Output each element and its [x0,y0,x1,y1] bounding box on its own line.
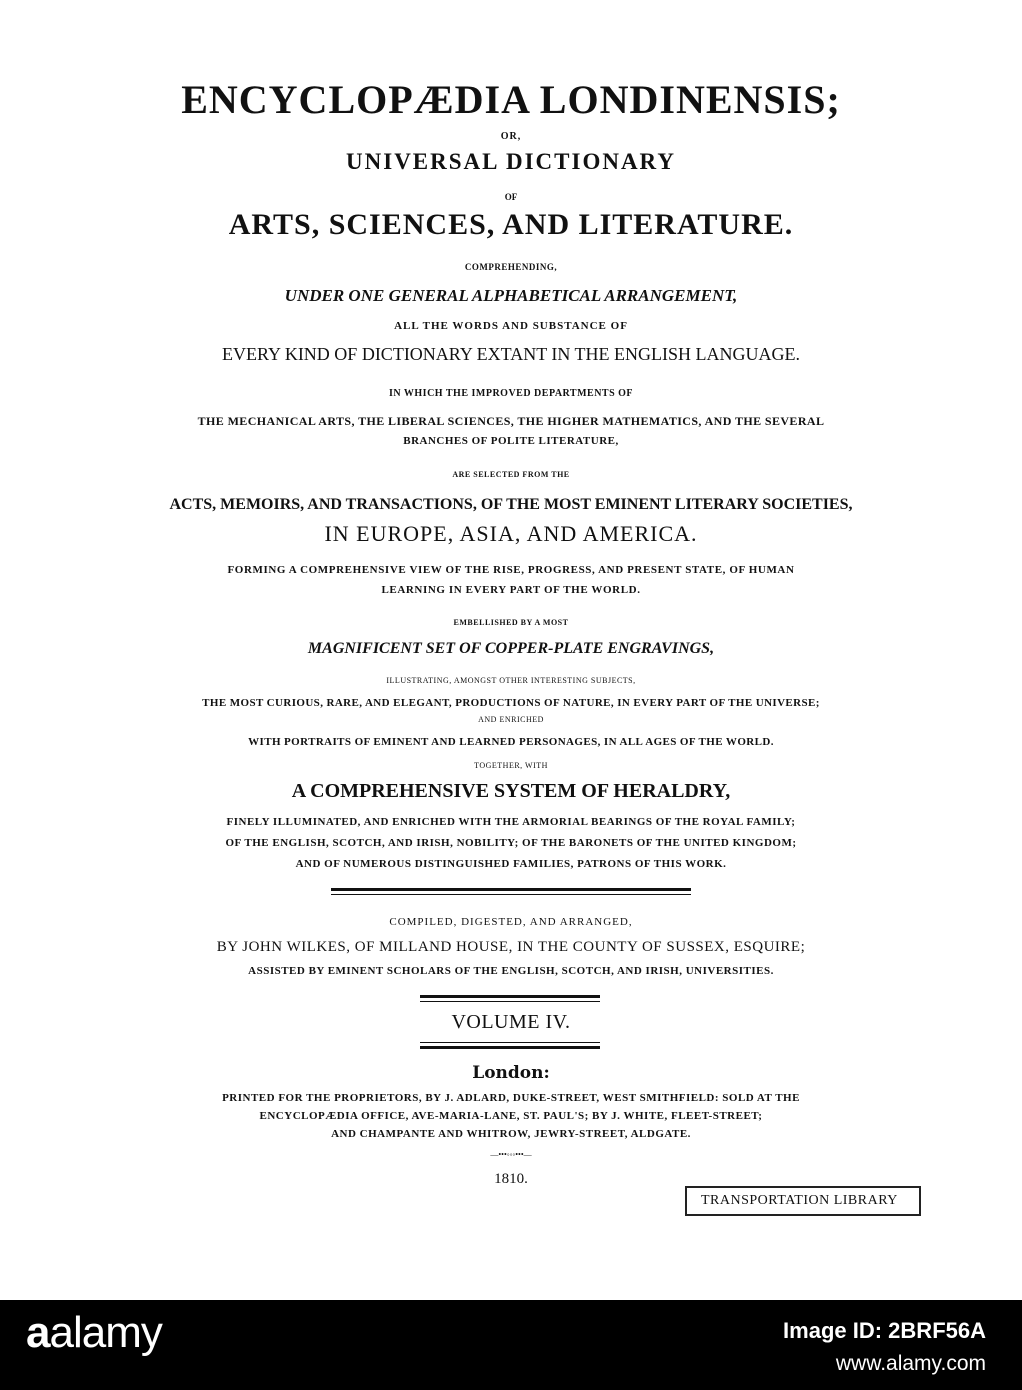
selected-line: ARE SELECTED FROM THE [452,470,570,479]
portraits-line: WITH PORTRAITS OF EMINENT AND LEARNED PERSONAGES, IN ALL AGES OF THE WORLD. [248,736,774,748]
learning-line: LEARNING IN EVERY PART OF THE WORLD. [381,584,641,596]
image-id: Image ID: 2BRF56A [783,1318,986,1343]
magnificent-line: MAGNIFICENT SET OF COPPER-PLATE ENGRAVINGS, [307,640,715,657]
comprehending-line: COMPREHENDING, [464,262,558,272]
double-rule-top-b [331,894,691,895]
in-which-line: IN WHICH THE IMPROVED DEPARTMENTS OF [388,388,634,399]
branches-line: BRANCHES OF POLITE LITERATURE, [403,435,619,447]
illustrating-line: ILLUSTRATING, AMONGST OTHER INTERESTING SUBJECTS, [386,676,636,685]
nobility-line: OF THE ENGLISH, SCOTCH, AND IRISH, NOBILITY; OF THE BARONETS OF THE UNITED KINGDOM; [225,837,797,849]
printed-line-3: AND CHAMPANTE AND WHITROW, JEWRY-STREET, ALDGATE. [331,1128,691,1140]
heraldry-line: A COMPREHENSIVE SYSTEM OF HERALDRY, [291,780,731,802]
subtitle: UNIVERSAL DICTIONARY [346,149,676,174]
forming-line: FORMING A COMPREHENSIVE VIEW OF THE RISE, PROGRESS, AND PRESENT STATE, OF HUMAN [227,564,795,576]
ornament-divider: —•••◦◦◦•••— [490,1150,532,1159]
book-title: ENCYCLOPÆDIA LONDINENSIS; [181,77,841,122]
year-line: 1810. [494,1171,528,1187]
or-line: OR, [500,131,522,142]
footer-url[interactable]: www.alamy.com [835,1352,986,1375]
assisted-line: ASSISTED BY EMINENT SCHOLARS OF THE ENGLISH, SCOTCH, AND IRISH, UNIVERSITIES. [248,965,774,977]
subject-line: ARTS, SCIENCES, AND LITERATURE. [228,208,794,241]
double-rule-top-a [331,888,691,891]
every-kind-line: EVERY KIND OF DICTIONARY EXTANT IN THE ENGLISH LANGUAGE. [221,344,800,364]
london-line: London: [472,1063,550,1083]
together-line: TOGETHER, WITH [474,761,548,770]
author-line: BY JOHN WILKES, OF MILLAND HOUSE, IN THE COUNTY OF SUSSEX, ESQUIRE; [216,939,806,955]
printed-line-1: PRINTED FOR THE PROPRIETORS, BY J. ADLARD, DUKE-STREET, WEST SMITHFIELD: SOLD AT THE [222,1092,800,1104]
double-rule-mid-b [420,1001,600,1002]
alamy-logo-word: alamy [49,1308,162,1357]
double-rule-mid-a [420,995,600,998]
double-rule-bottom-b [420,1046,600,1049]
printed-line-2: ENCYCLOPÆDIA OFFICE, AVE-MARIA-LANE, ST. PAUL'S; BY J. WHITE, FLEET-STREET; [259,1110,763,1122]
compiled-line: COMPILED, DIGESTED, AND ARRANGED, [389,916,633,928]
embellished-line: EMBELLISHED BY A MOST [453,618,569,627]
of-line: OF [504,192,518,202]
library-stamp: TRANSPORTATION LIBRARY [685,1186,921,1216]
alamy-logo [26,1308,162,1358]
curious-line: THE MOST CURIOUS, RARE, AND ELEGANT, PRODUCTIONS OF NATURE, IN EVERY PART OF THE UNIVERSE; [202,697,820,709]
volume-line: VOLUME IV. [451,1011,571,1033]
enriched-line: AND ENRICHED [478,715,544,724]
acts-line: ACTS, MEMOIRS, AND TRANSACTIONS, OF THE MOST EMINENT LITERARY SOCIETIES, [169,496,853,513]
all-words-line: ALL THE WORDS AND SUBSTANCE OF [394,320,628,332]
alamy-logo-a: a [26,1308,50,1357]
arrangement-line: UNDER ONE GENERAL ALPHABETICAL ARRANGEMENT, [284,286,738,305]
finely-line: FINELY ILLUMINATED, AND ENRICHED WITH THE ARMORIAL BEARINGS OF THE ROYAL FAMILY; [226,816,796,828]
families-line: AND OF NUMEROUS DISTINGUISHED FAMILIES, PATRONS OF THIS WORK. [295,858,727,870]
double-rule-bottom-a [420,1042,600,1043]
europe-line: IN EUROPE, ASIA, AND AMERICA. [324,521,698,546]
mechanical-line: THE MECHANICAL ARTS, THE LIBERAL SCIENCES, THE HIGHER MATHEMATICS, AND THE SEVERAL [197,414,825,428]
